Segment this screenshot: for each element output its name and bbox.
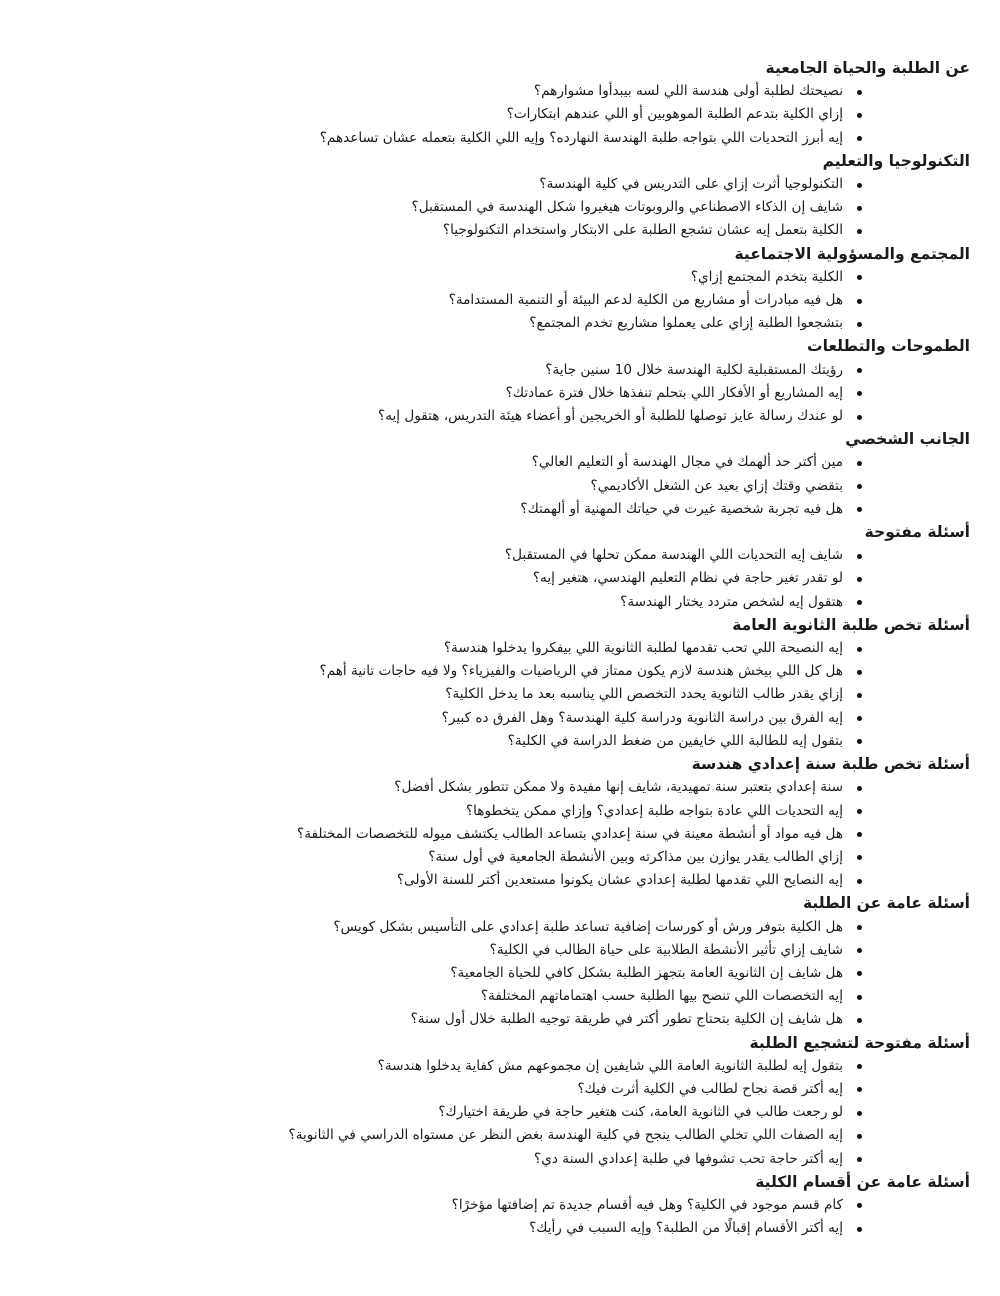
bullet-icon <box>857 855 862 860</box>
question-item <box>30 1008 970 1031</box>
bullet-icon <box>857 461 862 466</box>
question-item <box>30 382 970 405</box>
question-list <box>30 776 970 892</box>
bullet-icon <box>857 1134 862 1139</box>
question-text: إيه النصايح اللي تقدمها لطلبة إعدادي عشان يكونوا مستعدين أكتر للسنة الأولى؟ <box>396 872 843 889</box>
question-text: هل الكلية بتوفر ورش أو كورسات إضافية تساعد طلبة إعدادي على التأسيس بشكل كويس؟ <box>333 918 843 935</box>
bullet-icon <box>857 600 862 605</box>
question-list <box>30 1194 970 1240</box>
question-text: إيه أبرز التحديات اللي بتواجه طلبة الهندسة النهارده؟ وإيه اللي الكلية بتعمله عشان تساعدهم؟ <box>319 129 843 146</box>
question-section <box>30 335 970 428</box>
bullet-icon <box>857 1203 862 1208</box>
question-list <box>30 173 970 243</box>
question-text: لو رجعت طالب في الثانوية العامة، كنت هتغير حاجة في طريقة اختيارك؟ <box>438 1104 843 1121</box>
question-item <box>30 1148 970 1171</box>
question-text: إيه المشاريع أو الأفكار اللي بتحلم تنفذها خلال فترة عمادتك؟ <box>505 384 843 401</box>
bullet-icon <box>857 1111 862 1116</box>
question-list <box>30 637 970 753</box>
question-list <box>30 451 970 521</box>
question-item <box>30 80 970 103</box>
bullet-icon <box>857 183 862 188</box>
question-text: هل فيه مبادرات أو مشاريع من الكلية لدعم البيئة أو التنمية المستدامة؟ <box>448 292 843 309</box>
bullet-icon <box>857 670 862 675</box>
section-heading: الجانب الشخصي <box>845 430 970 449</box>
question-item <box>30 544 970 567</box>
question-item <box>30 800 970 823</box>
bullet-icon <box>857 299 862 304</box>
bullet-icon <box>857 229 862 234</box>
question-section <box>30 1171 970 1241</box>
question-item <box>30 567 970 590</box>
question-text: إيه النصيحة اللي تحب تقدمها لطلبة الثانوية اللي بيفكروا يدخلوا هندسة؟ <box>443 640 843 657</box>
question-list <box>30 1055 970 1171</box>
question-section <box>30 521 970 614</box>
question-text: نصيحتك لطلبة أولى هندسة اللي لسه بيبدأوا مشوارهم؟ <box>533 83 843 100</box>
section-heading: الطموحات والتطلعات <box>807 337 970 356</box>
question-text: رؤيتك المستقبلية لكلية الهندسة خلال 10 سنين جاية؟ <box>545 361 843 378</box>
bullet-icon <box>857 716 862 721</box>
question-text: لو عندك رسالة عايز توصلها للطلبة أو الخريجين أو أعضاء هيئة التدريس، هتقول إيه؟ <box>378 408 843 425</box>
section-heading: أسئلة مفتوحة <box>864 523 970 542</box>
bullet-icon <box>857 1064 862 1069</box>
question-text: إزاي يقدر طالب الثانوية يحدد التخصص اللي يناسبه بعد ما يدخل الكلية؟ <box>445 686 843 703</box>
bullet-icon <box>857 995 862 1000</box>
question-text: بتشجعوا الطلبة إزاي على يعملوا مشاريع تخدم المجتمع؟ <box>529 315 843 332</box>
question-item <box>30 196 970 219</box>
question-item <box>30 498 970 521</box>
bullet-icon <box>857 925 862 930</box>
question-item <box>30 869 970 892</box>
question-item <box>30 173 970 196</box>
question-item <box>30 1217 970 1240</box>
question-item <box>30 475 970 498</box>
question-item <box>30 1078 970 1101</box>
question-item <box>30 591 970 614</box>
question-item <box>30 637 970 660</box>
question-item <box>30 846 970 869</box>
bullet-icon <box>857 275 862 280</box>
question-text: بتقول إيه لطلبة الثانوية العامة اللي شايفين إن مجموعهم مش كفاية يدخلوا هندسة؟ <box>377 1057 843 1074</box>
bullet-icon <box>857 786 862 791</box>
question-text: بتقضي وقتك إزاي بعيد عن الشغل الأكاديمي؟ <box>590 477 843 494</box>
question-text: شايف إن الذكاء الاصطناعي والروبوتات هيغيروا شكل الهندسة في المستقبل؟ <box>411 199 843 216</box>
question-text: إزاي الكلية بتدعم الطلبة الموهوبين أو اللي عندهم ابتكارات؟ <box>506 106 843 123</box>
question-item <box>30 451 970 474</box>
question-item <box>30 289 970 312</box>
question-item <box>30 103 970 126</box>
section-heading: أسئلة عامة عن الطلبة <box>802 894 970 913</box>
bullet-icon <box>857 136 862 141</box>
question-item <box>30 939 970 962</box>
question-section <box>30 57 970 150</box>
bullet-icon <box>857 577 862 582</box>
question-text: كام قسم موجود في الكلية؟ وهل فيه أقسام جديدة تم إضافتها مؤخرًا؟ <box>451 1196 843 1213</box>
question-text: إيه التخصصات اللي تنصح بيها الطلبة حسب اهتماماتهم المختلفة؟ <box>480 988 843 1005</box>
question-list <box>30 544 970 614</box>
bullet-icon <box>857 206 862 211</box>
bullet-icon <box>857 809 862 814</box>
bullet-icon <box>857 647 862 652</box>
question-item <box>30 405 970 428</box>
question-text: إيه أكتر الأقسام إقبالًا من الطلبة؟ وإيه السبب في رأيك؟ <box>529 1220 843 1237</box>
question-text: الكلية بتعمل إيه عشان تشجع الطلبة على الابتكار واستخدام التكنولوجيا؟ <box>442 222 843 239</box>
section-heading: عن الطلبة والحياة الجامعية <box>765 59 970 77</box>
question-text: سنة إعدادي بتعتبر سنة تمهيدية، شايف إنها مفيدة ولا ممكن تتطور بشكل أفضل؟ <box>394 779 843 796</box>
question-item <box>30 707 970 730</box>
section-heading: المجتمع والمسؤولية الاجتماعية <box>734 244 970 263</box>
question-text: إيه أكتر قصة نجاح لطالب في الكلية أثرت فيك؟ <box>577 1080 843 1097</box>
question-list <box>30 80 970 150</box>
question-item <box>30 219 970 242</box>
bullet-icon <box>857 507 862 512</box>
question-item <box>30 127 970 150</box>
bullet-icon <box>857 391 862 396</box>
question-item <box>30 1101 970 1124</box>
question-section <box>30 243 970 336</box>
question-item <box>30 683 970 706</box>
question-item <box>30 1194 970 1217</box>
question-text: إيه التحديات اللي عادة بتواجه طلبة إعدادي؟ وإزاي ممكن يتخطوها؟ <box>465 802 843 819</box>
question-item <box>30 1124 970 1147</box>
question-item <box>30 916 970 939</box>
question-item <box>30 776 970 799</box>
question-text: مين أكتر حد ألهمك في مجال الهندسة أو التعليم العالي؟ <box>531 454 843 471</box>
question-text: بتقول إيه للطالبة اللي خايفين من ضغط الدراسة في الكلية؟ <box>507 732 843 749</box>
question-text: هل شايف إن الثانوية العامة بتجهز الطلبة بشكل كافي للحياة الجامعية؟ <box>450 964 843 981</box>
question-text: إيه الفرق بين دراسة الثانوية ودراسة كلية الهندسة؟ وهل الفرق ده كبير؟ <box>441 709 843 726</box>
bullet-icon <box>857 415 862 420</box>
question-text: شايف إزاي تأثير الأنشطة الطلابية على حياة الطالب في الكلية؟ <box>489 941 843 958</box>
question-item <box>30 1055 970 1078</box>
bullet-icon <box>857 1018 862 1023</box>
question-text: هل فيه مواد أو أنشطة معينة في سنة إعدادي بتساعد الطالب يكتشف ميوله للتخصصات المختلفة؟ <box>297 825 843 842</box>
bullet-icon <box>857 948 862 953</box>
question-document <box>30 57 970 1240</box>
question-text: الكلية بتخدم المجتمع إزاي؟ <box>690 268 843 285</box>
bullet-icon <box>857 832 862 837</box>
bullet-icon <box>857 1157 862 1162</box>
section-heading: أسئلة تخص طلبة الثانوية العامة <box>732 615 970 634</box>
question-text: شايف إيه التحديات اللي الهندسة ممكن تحلها في المستقبل؟ <box>504 547 843 564</box>
bullet-icon <box>857 113 862 118</box>
question-text: هل شايف إن الكلية بتحتاج تطور أكتر في طريقة توجيه الطلبة خلال أول سنة؟ <box>410 1011 843 1028</box>
section-heading: التكنولوجيا والتعليم <box>822 151 970 170</box>
question-list <box>30 916 970 1032</box>
question-text: هل كل اللي بيخش هندسة لازم يكون ممتاز في الرياضيات والفيزياء؟ ولا فيه حاجات تانية أهم؟ <box>319 663 843 680</box>
section-heading: أسئلة مفتوحة لتشجيع الطلبة <box>749 1033 970 1052</box>
bullet-icon <box>857 484 862 489</box>
question-text: هل فيه تجربة شخصية غيرت في حياتك المهنية أو ألهمتك؟ <box>520 500 843 517</box>
question-item <box>30 962 970 985</box>
question-section <box>30 428 970 521</box>
bullet-icon <box>857 693 862 698</box>
bullet-icon <box>857 322 862 327</box>
question-item <box>30 359 970 382</box>
question-text: التكنولوجيا أثرت إزاي على التدريس في كلية الهندسة؟ <box>539 176 843 193</box>
bullet-icon <box>857 879 862 884</box>
section-heading: أسئلة تخص طلبة سنة إعدادي هندسة <box>691 755 970 774</box>
bullet-icon <box>857 739 862 744</box>
section-heading: أسئلة عامة عن أقسام الكلية <box>755 1172 970 1191</box>
question-text: إيه الصفات اللي تخلي الطالب ينجح في كلية الهندسة بغض النظر عن مستواه الدراسي في الثانوية؟ <box>288 1127 843 1144</box>
question-item <box>30 266 970 289</box>
bullet-icon <box>857 554 862 559</box>
bullet-icon <box>857 1087 862 1092</box>
question-list <box>30 266 970 336</box>
question-text: إيه أكتر حاجة تحب تشوفها في طلبة إعدادي السنة دي؟ <box>534 1150 843 1167</box>
question-section <box>30 892 970 1031</box>
question-item <box>30 730 970 753</box>
question-list <box>30 359 970 429</box>
bullet-icon <box>857 368 862 373</box>
question-text: لو تقدر تغير حاجة في نظام التعليم الهندسي، هتغير إيه؟ <box>532 570 843 587</box>
question-section <box>30 614 970 753</box>
question-item <box>30 312 970 335</box>
bullet-icon <box>857 971 862 976</box>
question-section <box>30 753 970 892</box>
question-item <box>30 823 970 846</box>
question-item <box>30 985 970 1008</box>
question-section <box>30 150 970 243</box>
question-text: إزاي الطالب يقدر يوازن بين مذاكرته وبين الأنشطة الجامعية في أول سنة؟ <box>428 848 843 865</box>
bullet-icon <box>857 1227 862 1232</box>
bullet-icon <box>857 90 862 95</box>
question-section <box>30 1032 970 1171</box>
question-text: هتقول إيه لشخص متردد يختار الهندسة؟ <box>620 593 843 610</box>
question-item <box>30 660 970 683</box>
